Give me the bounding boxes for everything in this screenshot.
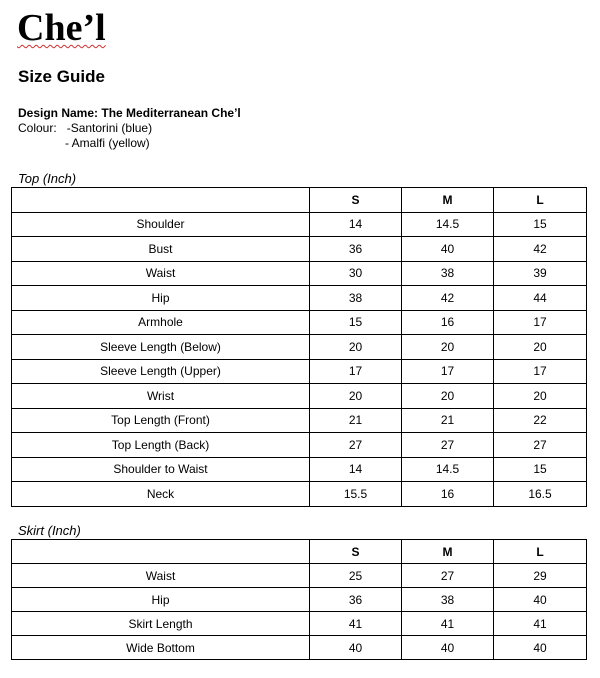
size-l-value: 20 [494,384,587,409]
size-m-value: 14.5 [402,457,494,482]
table-header-row [12,188,587,213]
measurement-label: Top Length (Back) [12,433,310,458]
table-row [12,564,587,588]
size-s-value: 27 [310,433,402,458]
table-row [12,457,587,482]
size-s-value: 20 [310,384,402,409]
size-s-value: 21 [310,408,402,433]
size-m-value: 41 [402,612,494,636]
table-row [12,335,587,360]
table-row [12,237,587,262]
measurement-label: Skirt Length [12,612,310,636]
design-label: Design Name: [18,106,99,120]
size-m-value: 20 [402,384,494,409]
top-section-heading: Top (Inch) [18,171,77,186]
size-l-value: 17 [494,359,587,384]
table-row [12,384,587,409]
size-m-value: 21 [402,408,494,433]
size-l-value: 40 [494,588,587,612]
table-row [12,212,587,237]
size-s-value: 17 [310,359,402,384]
size-s-value: 41 [310,612,402,636]
size-l-value: 22 [494,408,587,433]
size-l-value: 16.5 [494,482,587,507]
colour-option: - Amalfi (yellow) [65,136,150,150]
table-row [12,433,587,458]
size-header: M [402,540,494,564]
size-l-value: 44 [494,286,587,311]
size-l-value: 15 [494,457,587,482]
size-l-value: 42 [494,237,587,262]
size-m-value: 16 [402,482,494,507]
measurement-label: Waist [12,261,310,286]
size-s-value: 14 [310,212,402,237]
table-row [12,408,587,433]
size-l-value: 39 [494,261,587,286]
skirt-size-table [11,539,587,660]
size-s-value: 15 [310,310,402,335]
table-row [12,612,587,636]
measurement-label: Hip [12,588,310,612]
table-row [12,286,587,311]
size-s-value: 40 [310,636,402,660]
page-title: Size Guide [18,67,105,86]
header-blank [12,188,310,213]
table-row [12,482,587,507]
size-m-value: 16 [402,310,494,335]
measurement-label: Sleeve Length (Upper) [12,359,310,384]
size-header: S [310,188,402,213]
size-l-value: 17 [494,310,587,335]
size-m-value: 20 [402,335,494,360]
size-s-value: 14 [310,457,402,482]
measurement-label: Wide Bottom [12,636,310,660]
size-l-value: 41 [494,612,587,636]
size-s-value: 38 [310,286,402,311]
table-row [12,310,587,335]
size-m-value: 42 [402,286,494,311]
measurement-label: Wrist [12,384,310,409]
table-row [12,359,587,384]
measurement-label: Bust [12,237,310,262]
size-header: S [310,540,402,564]
size-m-value: 27 [402,564,494,588]
size-m-value: 27 [402,433,494,458]
colour-line [18,121,152,136]
design-name-line [18,106,241,121]
top-size-table [11,187,587,507]
size-s-value: 36 [310,237,402,262]
size-l-value: 27 [494,433,587,458]
table-header-row [12,540,587,564]
size-m-value: 17 [402,359,494,384]
size-s-value: 25 [310,564,402,588]
size-s-value: 20 [310,335,402,360]
measurement-label: Hip [12,286,310,311]
size-m-value: 40 [402,636,494,660]
colour-line [65,136,150,151]
measurement-label: Top Length (Front) [12,408,310,433]
colour-label: Colour: [18,121,57,135]
header-blank [12,540,310,564]
measurement-label: Waist [12,564,310,588]
table-row [12,636,587,660]
size-header: M [402,188,494,213]
size-l-value: 40 [494,636,587,660]
size-s-value: 15.5 [310,482,402,507]
size-m-value: 38 [402,588,494,612]
size-m-value: 40 [402,237,494,262]
table-row [12,588,587,612]
measurement-label: Shoulder [12,212,310,237]
size-s-value: 30 [310,261,402,286]
skirt-section-heading: Skirt (Inch) [18,523,81,538]
colour-option: -Santorini (blue) [66,121,153,135]
measurement-label: Shoulder to Waist [12,457,310,482]
size-l-value: 20 [494,335,587,360]
size-m-value: 38 [402,261,494,286]
measurement-label: Armhole [12,310,310,335]
design-name: The Mediterranean Che’l [101,106,241,120]
measurement-label: Neck [12,482,310,507]
size-s-value: 36 [310,588,402,612]
table-row [12,261,587,286]
brand-logo: Che’l [17,7,106,49]
measurement-label: Sleeve Length (Below) [12,335,310,360]
size-l-value: 29 [494,564,587,588]
size-header: L [494,188,587,213]
size-l-value: 15 [494,212,587,237]
size-header: L [494,540,587,564]
size-m-value: 14.5 [402,212,494,237]
